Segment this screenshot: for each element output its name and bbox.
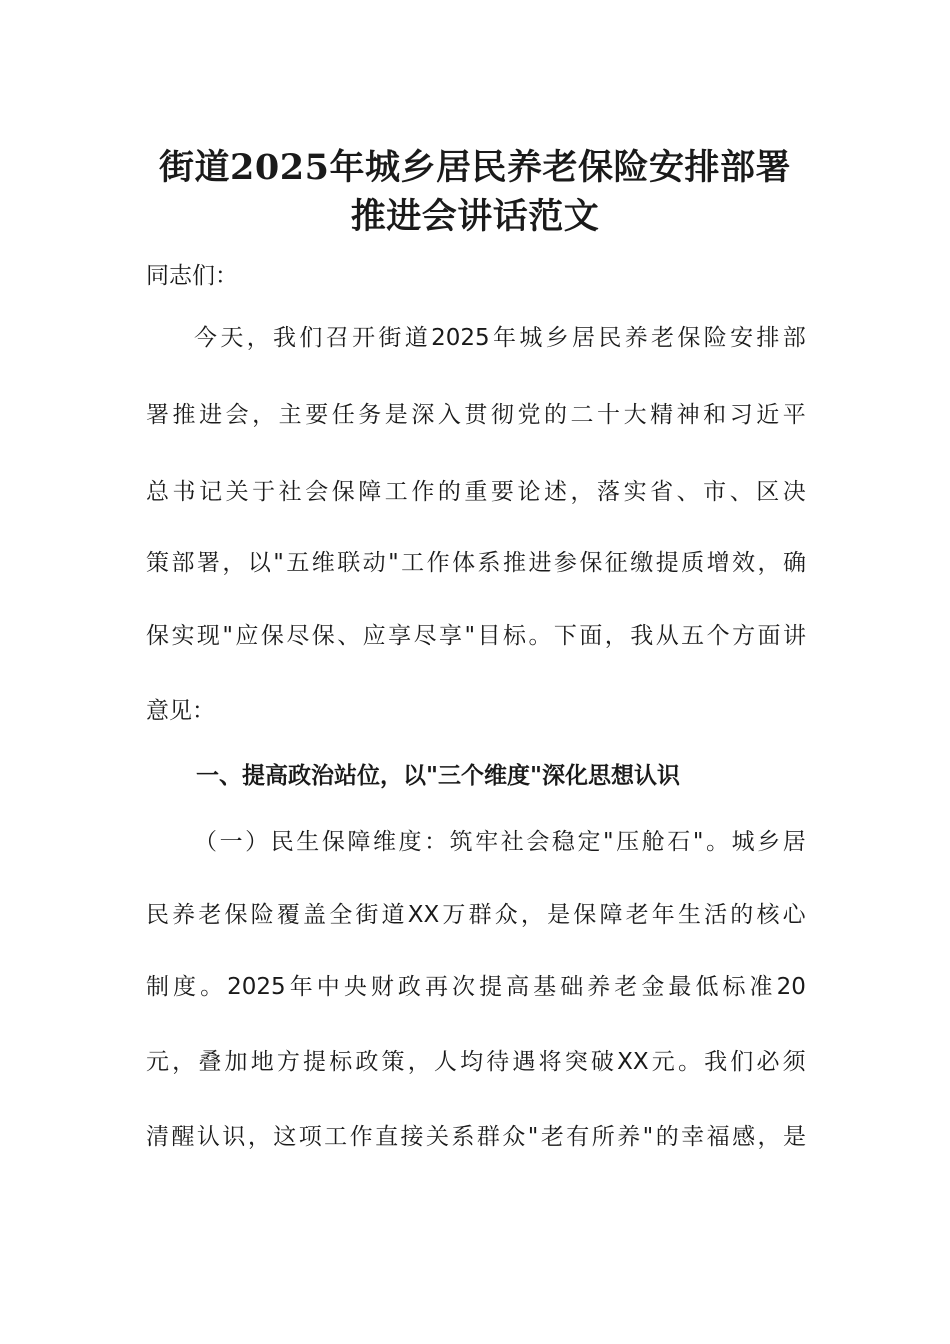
paragraph-2-line-3: 制 度 。 2025 年 中 央 财 政 再 次 提 高 基 础 养 老 金 最 低 标 准 20 [146, 974, 806, 1000]
paragraph-2-line-2: 民 养 老 保 险 覆 盖 全 街 道 XX 万 群 众 ， 是 保 障 老 年 生 活 的 核 心 [146, 902, 806, 928]
salutation: 同志们： [146, 263, 238, 289]
paragraph-1-line-5: 保 实 现 " 应 保 尽 保 、 应 享 尽 享 " 目 标 。 下 面 ， 我 从 五 个 方 面 讲 [146, 623, 806, 649]
paragraph-1-line-2: 署 推 进 会 ， 主 要 任 务 是 深 入 贯 彻 党 的 二 十 大 精 神 和 习 近 平 [146, 402, 806, 428]
paragraph-2-line-4: 元 ， 叠 加 地 方 提 标 政 策 ， 人 均 待 遇 将 突 破 XX 元 。 我 们 必 须 [146, 1049, 806, 1075]
paragraph-1-line-1: 今 天 ， 我 们 召 开 街 道 2025 年 城 乡 居 民 养 老 保 险 安 排 部 [194, 325, 806, 351]
document-title-line-2: 推进会讲话范文 [350, 196, 600, 237]
paragraph-2-line-1: （ 一 ） 民 生 保 障 维 度 ： 筑 牢 社 会 稳 定 " 压 舱 石 " 。 城 乡 居 [194, 829, 806, 855]
paragraph-1-line-4: 策 部 署 ， 以 " 五 维 联 动 " 工 作 体 系 推 进 参 保 征 缴 提 质 增 效 ， 确 [146, 550, 806, 576]
section-1-heading: 一、提高政治站位，以"三个维度"深化思想认识 [196, 763, 680, 789]
paragraph-1-line-3: 总 书 记 关 于 社 会 保 障 工 作 的 重 要 论 述 ， 落 实 省 、 市 、 区 决 [146, 479, 806, 505]
paragraph-1-line-6: 意见： [146, 698, 215, 724]
document-title-line-1: 街道2025年城乡居民养老保险安排部署 [159, 147, 791, 188]
paragraph-2-line-5: 清 醒 认 识 ， 这 项 工 作 直 接 关 系 群 众 " 老 有 所 养 " 的 幸 福 感 ， 是 [146, 1124, 806, 1150]
